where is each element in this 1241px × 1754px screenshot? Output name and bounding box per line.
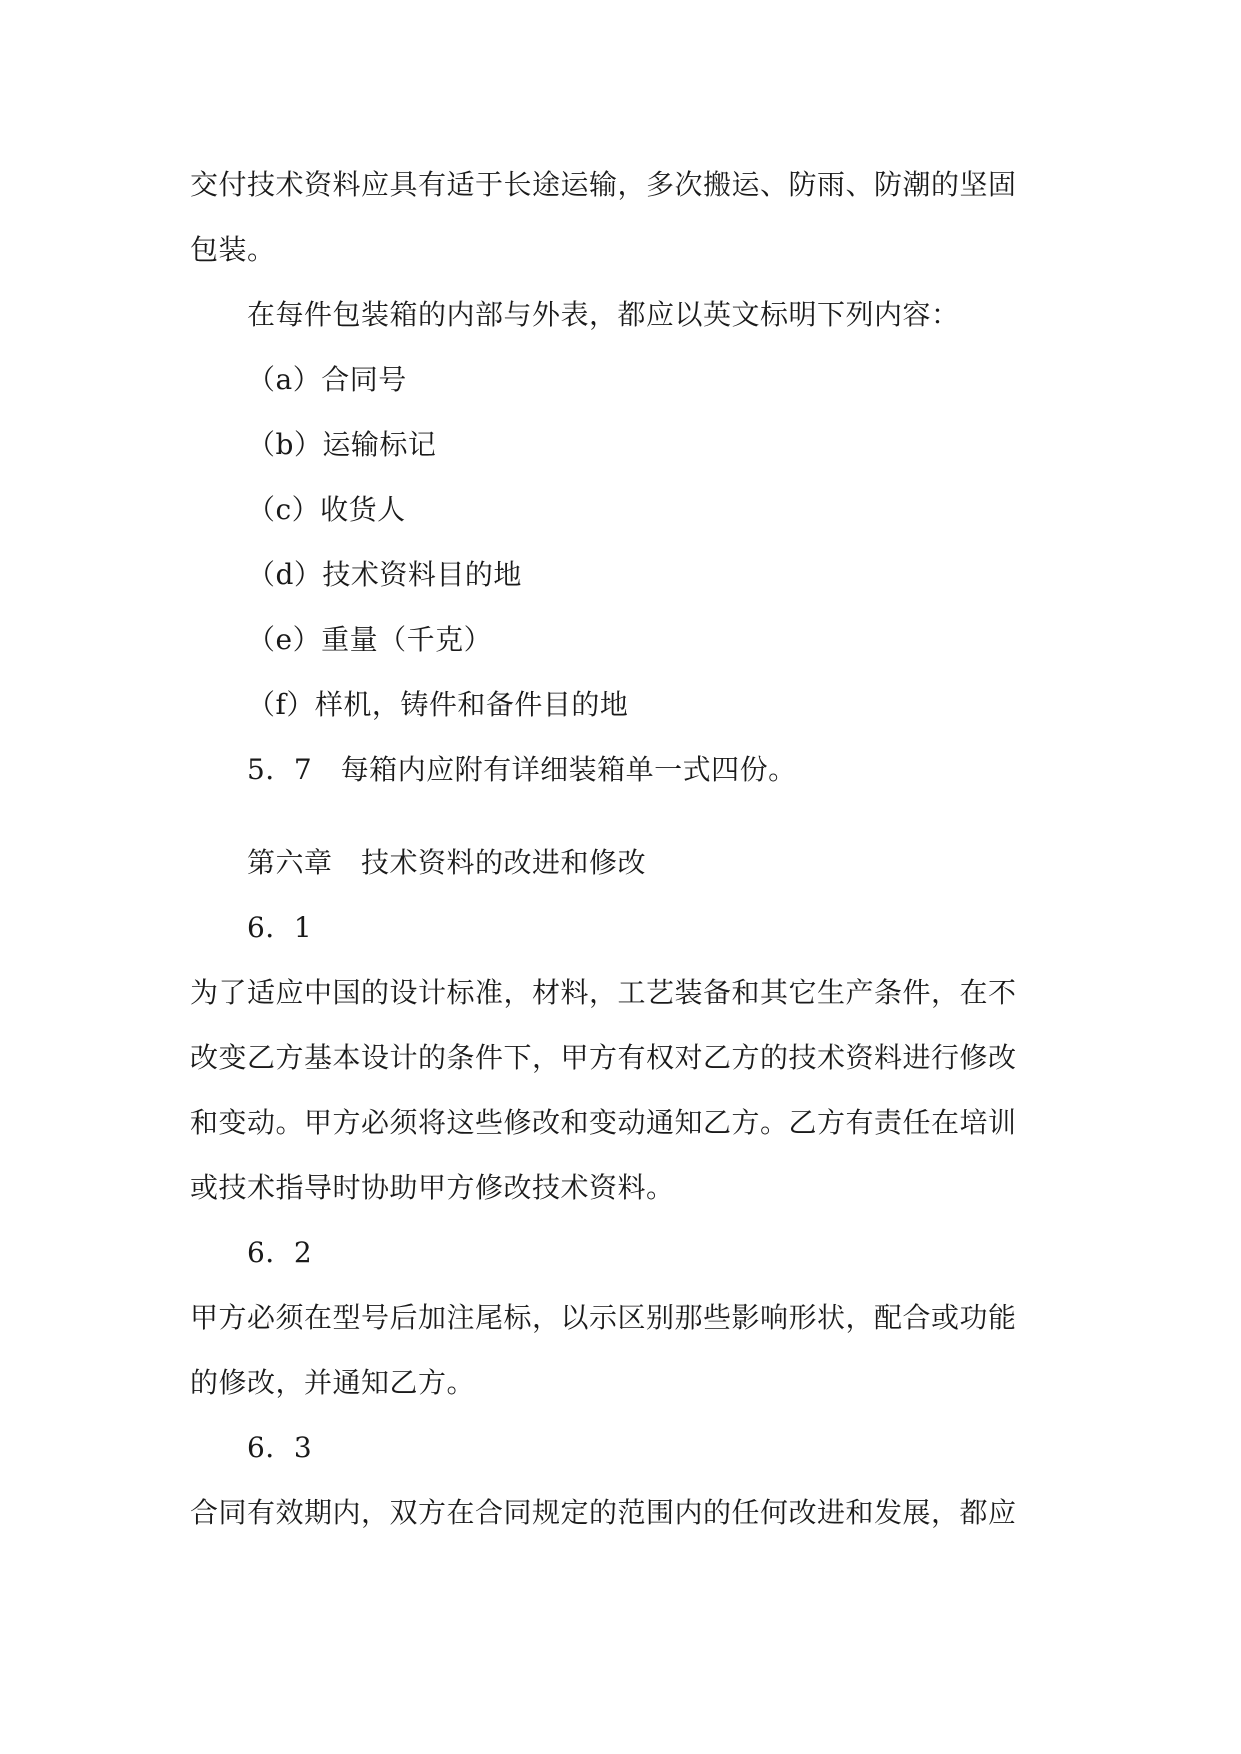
paragraph-line: 改变乙方基本设计的条件下，甲方有权对乙方的技术资料进行修改 (190, 1041, 1017, 1074)
paragraph-line: 合同有效期内，双方在合同规定的范围内的任何改进和发展，都应 (190, 1496, 1017, 1529)
clause-number: 6．1 (247, 911, 313, 944)
chapter-heading: 第六章 技术资料的改进和修改 (247, 846, 647, 879)
list-item: （b）运输标记 (247, 428, 437, 461)
paragraph-line: 的修改，并通知乙方。 (190, 1366, 476, 1399)
list-item: （f）样机，铸件和备件目的地 (247, 688, 629, 721)
clause-number: 6．2 (247, 1236, 313, 1269)
paragraph-line: 为了适应中国的设计标准，材料，工艺装备和其它生产条件，在不 (190, 976, 1017, 1009)
list-item: （c）收货人 (247, 493, 406, 526)
paragraph-line: 在每件包装箱的内部与外表，都应以英文标明下列内容： (247, 298, 960, 331)
paragraph-line: 甲方必须在型号后加注尾标，以示区别那些影响形状，配合或功能 (190, 1301, 1017, 1334)
paragraph-line: 交付技术资料应具有适于长途运输，多次搬运、防雨、防潮的坚固 (190, 168, 1017, 201)
paragraph-line: 包装。 (190, 233, 276, 266)
list-item: （d）技术资料目的地 (247, 558, 522, 591)
clause-line: 5．7 每箱内应附有详细装箱单一式四份。 (247, 753, 797, 786)
paragraph-line: 和变动。甲方必须将这些修改和变动通知乙方。乙方有责任在培训 (190, 1106, 1017, 1139)
list-item: （a）合同号 (247, 363, 407, 396)
clause-number: 6．3 (247, 1431, 313, 1464)
list-item: （e）重量（千克） (247, 623, 493, 656)
paragraph-line: 或技术指导时协助甲方修改技术资料。 (190, 1171, 675, 1204)
